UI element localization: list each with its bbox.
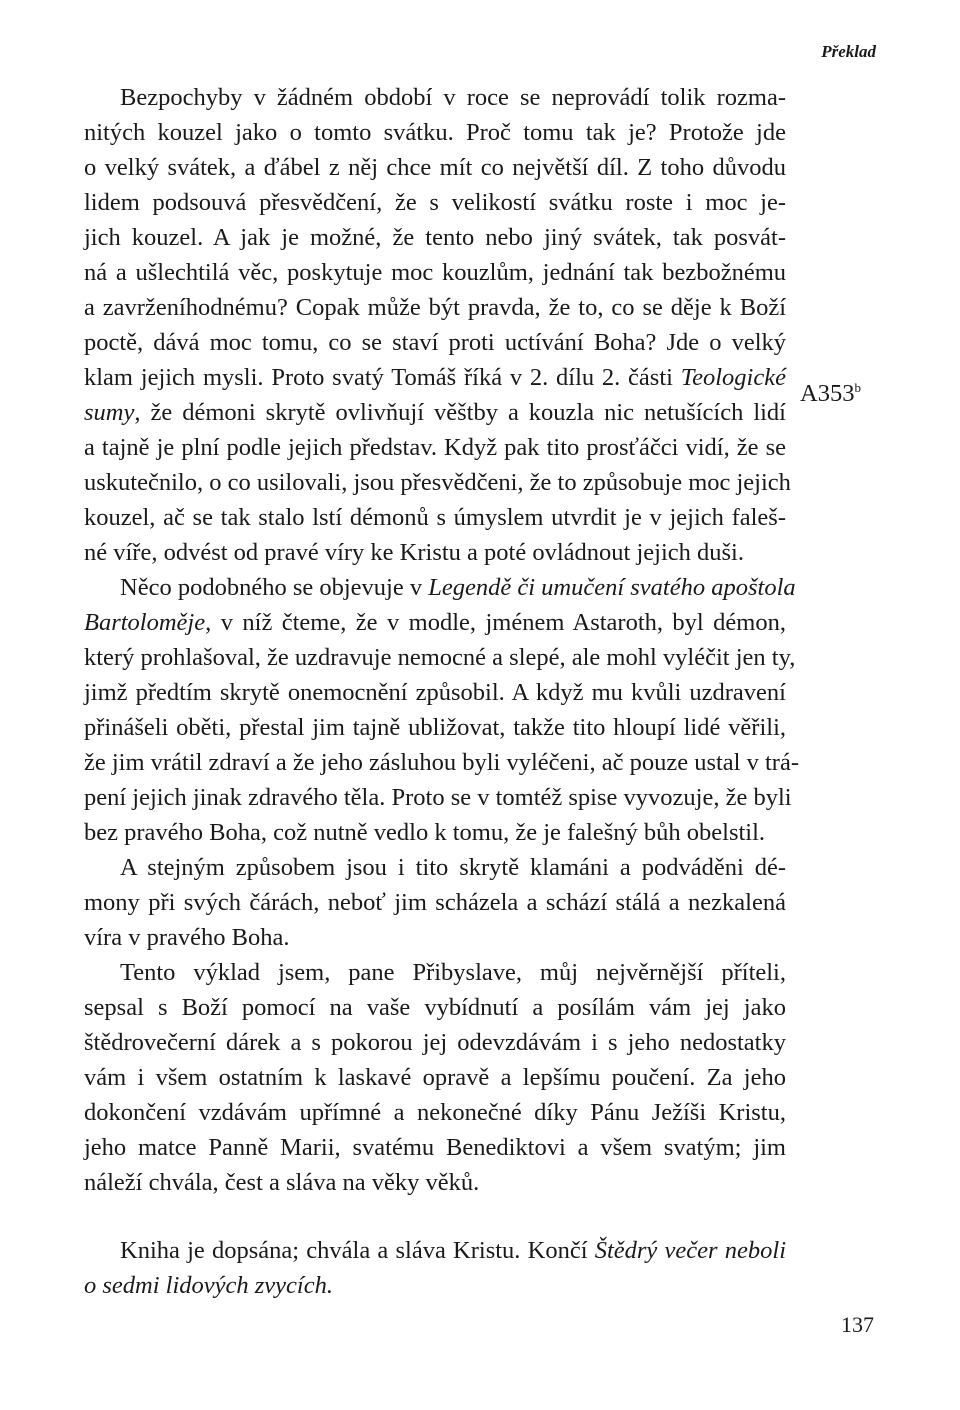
italic-title: Legendě či umučení svatého apoštola xyxy=(428,574,796,601)
text-segment: , že démoni skrytě ovlivňují věštby a kouzla nic netušících lidí xyxy=(134,399,786,426)
body-text xyxy=(84,80,799,1303)
italic-title: o sedmi lidových zvycích. xyxy=(84,1272,333,1299)
running-head: Překlad xyxy=(821,42,876,61)
colophon-line xyxy=(84,1233,786,1268)
italic-title: Bartoloměje xyxy=(84,609,206,636)
text-line: poctě, dává moc tomu, co se staví proti uctívání Boha? Jde o velký xyxy=(84,329,786,356)
text-line: jeho matce Panně Marii, svatému Benediktovi a všem svatým; jim xyxy=(84,1134,786,1161)
text-line: mony při svých čárách, neboť jim scházela a schází stálá a nezkalená xyxy=(84,889,786,916)
page-number: 137 xyxy=(841,1312,874,1337)
text-line: náleží chvála, čest a sláva na věky věků. xyxy=(84,1169,480,1196)
text-line: né víře, odvést od pravé víry ke Kristu a poté ovládnout jejich duši. xyxy=(84,539,744,566)
margin-reference-main: A353 xyxy=(800,380,855,407)
text-line: Bezpochyby v žádném období v roce se neprovádí tolik rozma- xyxy=(120,84,786,111)
text-line: jimž předtím skrytě onemocnění způsobil. A když mu kvůli uzdravení xyxy=(84,679,786,706)
text-line: a tajně je plní podle jejich představ. Když pak tito prosťáčci vidí, že se xyxy=(84,434,786,461)
text-line: dokončení vzdávám upřímné a nekonečné díky Pánu Ježíši Kristu, xyxy=(84,1099,786,1126)
margin-reference xyxy=(800,370,861,411)
text-line: nitých kouzel jako o tomto svátku. Proč tomu tak je? Protože jde xyxy=(84,119,786,146)
text-line xyxy=(84,605,786,640)
text-line: o velký svátek, a ďábel z něj chce mít co největší díl. Z toho důvodu xyxy=(84,154,786,181)
text-line: bez pravého Boha, což nutně vedlo k tomu, že je falešný bůh obelstil. xyxy=(84,819,766,846)
margin-reference-sup: b xyxy=(854,380,861,395)
text-line: víra v pravého Boha. xyxy=(84,924,290,951)
text-line: štědrovečerní dárek a s pokorou jej odevzdávám i s jeho nedostatky xyxy=(84,1029,786,1056)
text-segment: klam jejich mysli. Proto svatý Tomáš říká v 2. dílu 2. části xyxy=(84,364,681,391)
text-line: pení jejich jinak zdravého těla. Proto se v tomtéž spise vyvozuje, že byli xyxy=(84,784,792,811)
text-line: přinášeli oběti, přestal jim tajně ubližovat, takže tito hloupí lidé věřili, xyxy=(84,714,786,741)
colophon-line xyxy=(84,1268,786,1303)
text-line: lidem podsouvá přesvědčení, že s velikostí svátku roste i moc je- xyxy=(84,189,786,216)
text-line: vám i všem ostatním k laskavé opravě a lepšímu poučení. Za jeho xyxy=(84,1064,786,1091)
text-line: ná a ušlechtilá věc, poskytuje moc kouzlům, jednání tak bezbožnému xyxy=(84,259,786,286)
text-line xyxy=(84,360,786,395)
text-line xyxy=(84,395,786,430)
text-segment: Kniha je dopsána; chvála a sláva Kristu. Končí xyxy=(120,1237,595,1264)
text-segment: Něco podobného se objevuje v xyxy=(120,574,429,601)
text-line: jich kouzel. A jak je možné, že tento nebo jiný svátek, tak posvát- xyxy=(84,224,786,251)
text-line: který prohlašoval, že uzdravuje nemocné a slepé, ale mohl vyléčit jen ty, xyxy=(84,644,796,671)
text-line: Tento výklad jsem, pane Přibyslave, můj nejvěrnější příteli, xyxy=(120,959,786,986)
text-line: A stejným způsobem jsou i tito skrytě klamáni a podváděni dé- xyxy=(120,854,786,881)
text-line: sepsal s Boží pomocí na vaše vybídnutí a posílám vám jej jako xyxy=(84,994,786,1021)
text-line xyxy=(84,570,796,605)
italic-title: Teologické xyxy=(680,364,786,391)
text-line: a zavrženíhodnému? Copak může být pravda, že to, co se děje k Boží xyxy=(84,294,786,321)
italic-title: sumy xyxy=(84,399,135,426)
italic-title: Štědrý večer neboli xyxy=(594,1237,786,1264)
text-line: že jim vrátil zdraví a že jeho zásluhou byli vyléčeni, ač pouze ustal v trá- xyxy=(84,749,799,776)
text-segment: , v níž čteme, že v modle, jménem Astaroth, byl démon, xyxy=(205,609,786,636)
text-line: uskutečnilo, o co usilovali, jsou přesvědčeni, že to způsobuje moc jejich xyxy=(84,469,791,496)
text-line: kouzel, ač se tak stalo lstí démonů s úmyslem utvrdit je v jejich faleš- xyxy=(84,504,786,531)
